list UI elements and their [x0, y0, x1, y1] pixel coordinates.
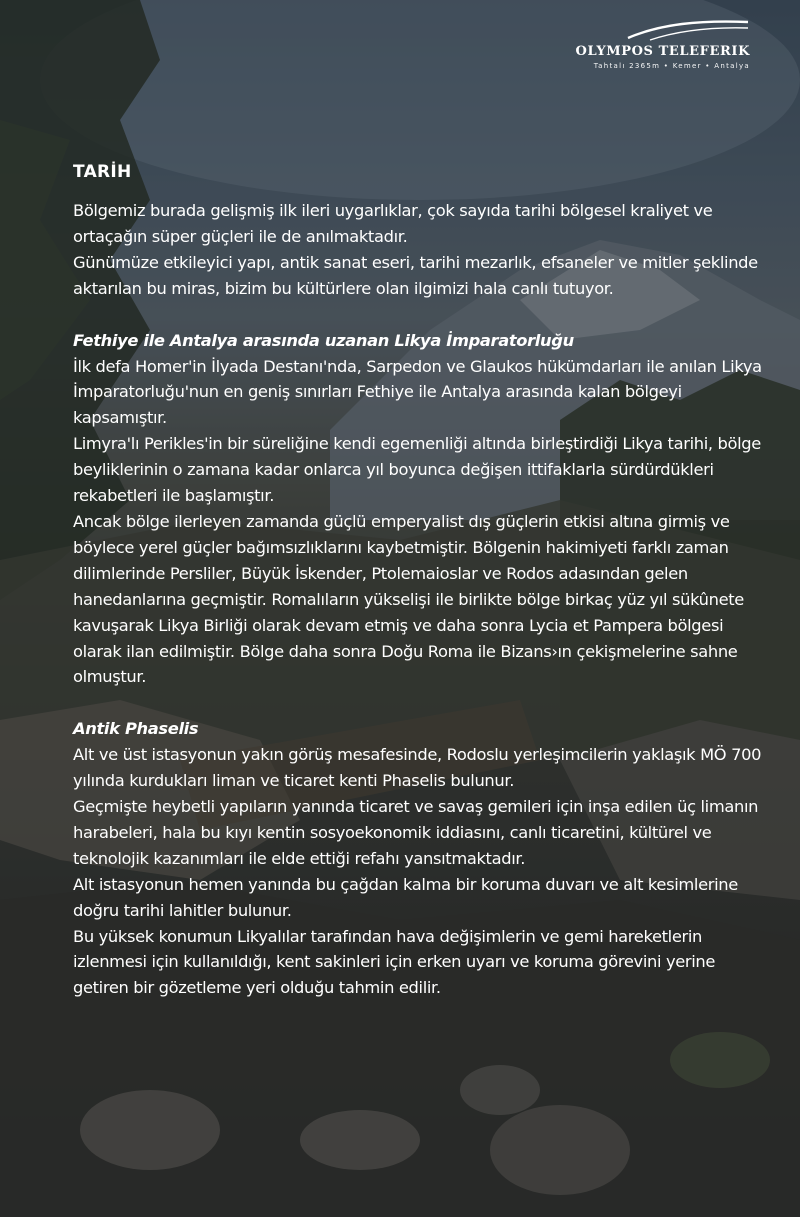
- brand-name: OLYMPOS TELEFERIK: [575, 44, 750, 59]
- article: [73, 160, 763, 1001]
- section-paragraph: Geçmişte heybetli yapıların yanında ticaret ve savaş gemileri için inşa edilen üç limanın harabeleri, hala bu kıyı kentin sosyoekonomik iddiasını, canlı ticaretini, kültürel ve teknolojik kazanımları ile elde ettiği refahı yansıtmaktadır.: [73, 797, 759, 868]
- cable-swoosh-icon: [620, 18, 750, 42]
- section-paragraph: Alt istasyonun hemen yanında bu çağdan kalma bir koruma duvarı ve alt kesimlerine doğru tarihi lahitler bulunur.: [73, 874, 738, 920]
- section-title-phaselis: Antik Phaselis: [73, 719, 199, 739]
- brand-tagline: Tahtalı 2365m • Kemer • Antalya: [593, 62, 750, 70]
- section-paragraph: Limyra'lı Perikles'in bir süreliğine kendi egemenliği altında birleştirdiği Likya tarihi, bölge beyliklerinin o zamana kadar onlarca yıl boyunca değişen ittifaklarla sürdürdükleri rekabetleri ile başlamıştır.: [73, 434, 761, 506]
- intro-paragraph: Günümüze etkileyici yapı, antik sanat eseri, tarihi mezarlık, efsaneler ve mitler şeklinde aktarılan bu miras, bizim bu kültürlere olan ilgimizi hala canlı tutuyor.: [73, 252, 758, 298]
- section-paragraph: Bu yüksek konumun Likyalılar tarafından hava değişimlerin ve gemi hareketlerin izlenmesi için kullanıldığı, kent sakinleri için erken uyarı ve koruma görevini yerine getiren bir gözetleme yeri olduğu tahmin edilir.: [73, 926, 716, 998]
- page-title: TARİH: [73, 162, 132, 182]
- section-paragraph: Ancak bölge ilerleyen zamanda güçlü emperyalist dış güçlerin etkisi altına girmiş ve böylece yerel güçler bağımsızlıklarını kaybetmiştir. Bölgenin hakimiyeti farklı zaman dilimlerinde Persliler, Büyük İskender, Ptolemaioslar ve Rodos adasından gelen hanedanlarına geçmiştir. Romalıların yükselişi ile birlikte bölge birkaç yüz yıl sükûnete kavuşarak Likya Birliği olarak devam etmiş ve daha sonra Lycia et Pampera bölgesi olarak ilan edilmiştir. Bölge daha sonra Doğu Roma ile Bizans›ın çekişmelerine sahne olmuştur.: [73, 511, 744, 687]
- section-paragraph: Alt ve üst istasyonun yakın görüş mesafesinde, Rodoslu yerleşimcilerin yaklaşık MÖ 700 yılında kurdukları liman ve ticaret kenti Phaselis bulunur.: [73, 745, 762, 791]
- section-paragraph: İlk defa Homer'in İlyada Destanı'nda, Sarpedon ve Glaukos hükümdarları ile anılan Likya İmparatorluğu'nun en geniş sınırları Fethiye ile Antalya arasında kalan bölgeyi kapsamıştır.: [73, 356, 762, 428]
- section-title-likya: Fethiye ile Antalya arasında uzanan Likya İmparatorluğu: [73, 330, 574, 350]
- intro-paragraph: Bölgemiz burada gelişmiş ilk ileri uygarlıklar, çok sayıda tarihi bölgesel kraliyet ve ortaçağın süper güçleri ile de anılmaktadır.: [73, 201, 713, 246]
- brand-logo[interactable]: [575, 18, 750, 74]
